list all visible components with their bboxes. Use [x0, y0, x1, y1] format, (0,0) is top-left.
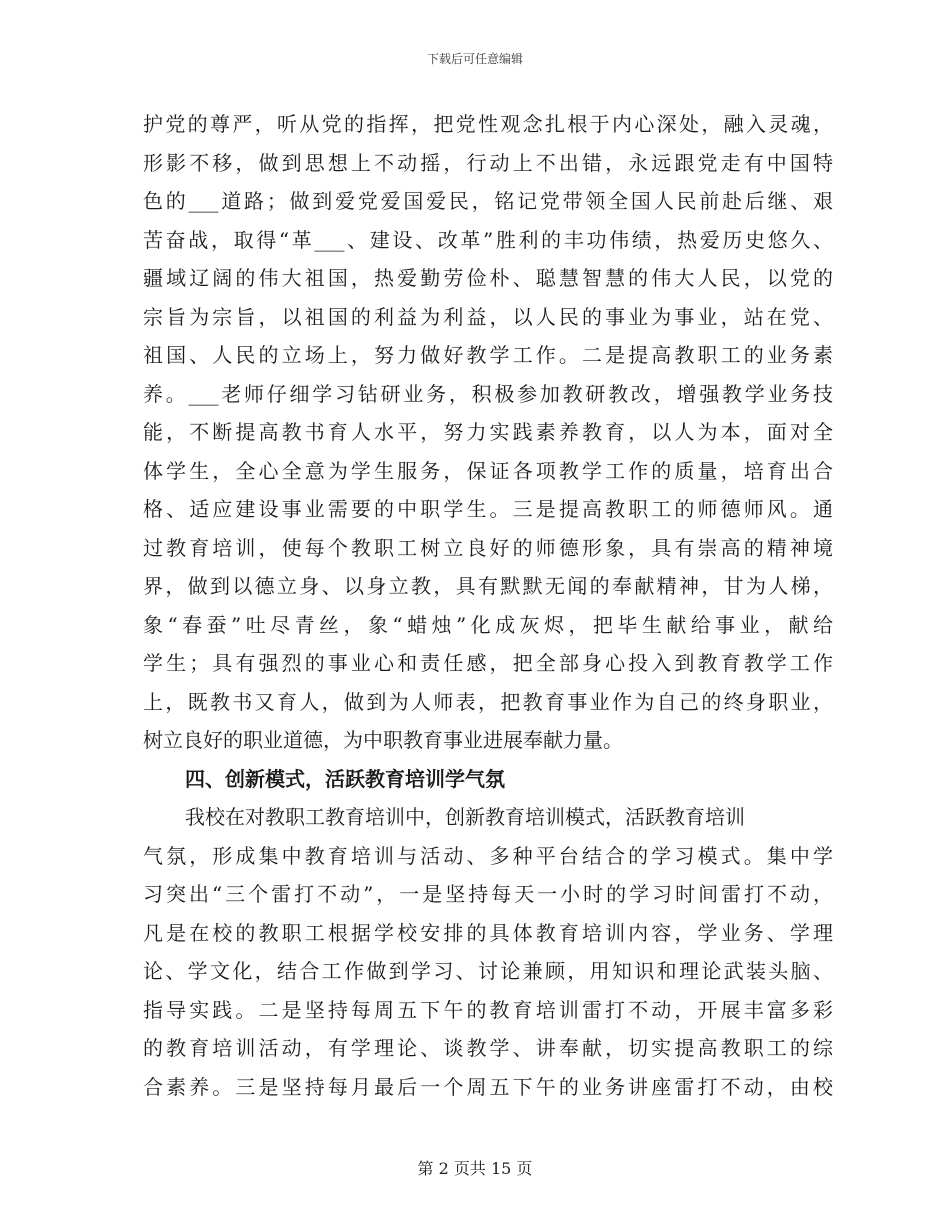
text-line: 形影不移，做到思想上不动摇，行动上不出错，永远跟党走有中国特: [143, 150, 833, 175]
text-line: 指导实践。二是坚持每周五下午的教育培训雷打不动，开展丰富多彩: [143, 997, 833, 1022]
page-footer: 第 2 页共 15 页: [417, 1159, 533, 1178]
text-line: 上，既教书又育人，做到为人师表，把教育事业作为自己的终身职业，: [143, 689, 833, 714]
text-line: 的教育培训活动，有学理论、谈教学、讲奉献，切实提高教职工的综: [143, 1036, 833, 1060]
text-line: 体学生，全心全意为学生服务，保证各项教学工作的质量，培育出合: [143, 458, 833, 483]
text-line: 习突出“三个雷打不动”，一是坚持每天一小时的学习时间雷打不动，: [143, 882, 833, 906]
document-body: [143, 105, 833, 1106]
text-line: 养。___老师仔细学习钻研业务，积极参加教研教改，增强教学业务技: [143, 381, 833, 406]
text-line: 界，做到以德立身、以身立教，具有默默无闻的奉献精神，甘为人梯，: [143, 574, 833, 598]
text-line: 论、学文化，结合工作做到学习、讨论兼顾，用知识和理论武装头脑、: [143, 959, 833, 983]
text-line: 苦奋战，取得“革___、建设、改革”胜利的丰功伟绩，热爱历史悠久、: [143, 227, 833, 252]
text-line: 学生；具有强烈的事业心和责任感，把全部身心投入到教育教学工作: [143, 651, 833, 675]
text-line: 护党的尊严，听从党的指挥，把党性观念扎根于内心深处，融入灵魂，: [143, 112, 833, 136]
text-line: 过教育培训，使每个教职工树立良好的师德形象，具有崇高的精神境: [143, 535, 833, 560]
section-heading: 四、创新模式，活跃教育培训学气氛: [185, 766, 505, 791]
page-header: 下载后可任意编辑: [426, 52, 523, 66]
text-line: 合素养。三是坚持每月最后一个周五下午的业务讲座雷打不动，由校: [143, 1074, 833, 1099]
text-line: 祖国、人民的立场上，努力做好教学工作。二是提高教职工的业务素: [143, 343, 833, 367]
text-line: 树立良好的职业道德，为中职教育事业进展奉献力量。: [143, 728, 623, 752]
text-line: 格、适应建设事业需要的中职学生。三是提高教职工的师德师风。通: [143, 497, 833, 521]
text-line: 气氛，形成集中教育培训与活动、多种平台结合的学习模式。集中学: [143, 843, 833, 868]
text-line: 象“春蚕”吐尽青丝，象“蜡烛”化成灰烬，把毕生献给事业，献给: [143, 612, 833, 637]
text-line: 能，不断提高教书育人水平，努力实践素养教育，以人为本，面对全: [143, 420, 833, 444]
text-line: 疆域辽阔的伟大祖国，热爱勤劳俭朴、聪慧智慧的伟大人民，以党的: [143, 266, 833, 290]
text-line: 色的___道路；做到爱党爱国爱民，铭记党带领全国人民前赴后继、艰: [143, 189, 833, 213]
text-line: 宗旨为宗旨，以祖国的利益为利益，以人民的事业为事业，站在党、: [143, 304, 833, 329]
text-line: 我校在对教职工教育培训中，创新教育培训模式，活跃教育培训: [185, 805, 745, 829]
text-line: 凡是在校的教职工根据学校安排的具体教育培训内容，学业务、学理: [143, 920, 833, 945]
